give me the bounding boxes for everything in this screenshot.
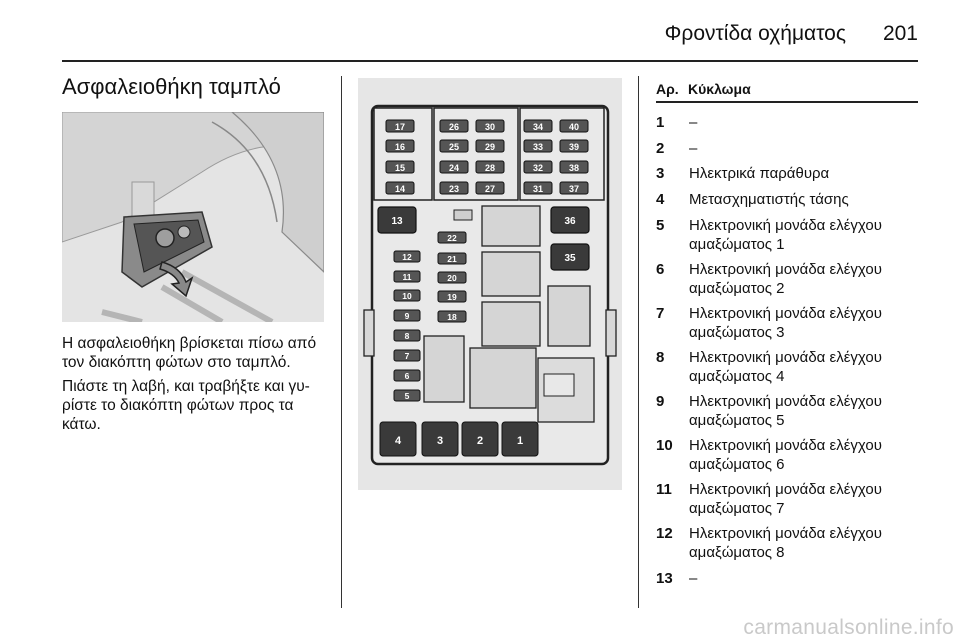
- watermark: carmanualsonline.info: [743, 616, 954, 639]
- row-circuit: Ηλεκτρικά παράθυρα: [689, 165, 830, 182]
- row-circuit: –: [689, 114, 698, 131]
- svg-text:7: 7: [404, 351, 410, 361]
- row-circuit: Ηλεκτρονική μονάδα ελέγχου αμαξώματος 5: [689, 393, 882, 429]
- dashboard-photo: [62, 112, 324, 322]
- row-number: 11: [656, 481, 672, 498]
- fuse-27: [476, 182, 504, 194]
- fuse-33: [524, 140, 552, 152]
- fuse-25: [440, 140, 468, 152]
- fuse-26: [440, 120, 468, 132]
- table-row: [656, 113, 918, 132]
- fuse-box-diagram: [358, 78, 622, 490]
- fuse-3: [422, 422, 458, 456]
- column-divider-left: [341, 76, 342, 608]
- row-number: 9: [656, 393, 665, 410]
- fuse-label-13: 13: [391, 216, 403, 227]
- svg-text:33: 33: [532, 142, 544, 152]
- fuse-5: [394, 390, 420, 401]
- fuse-15: [386, 161, 414, 173]
- row-circuit: Μετασχηματιστής τάσης: [689, 191, 849, 208]
- fuse-30: [476, 120, 504, 132]
- row-circuit: Ηλεκτρονική μονάδα ελέγχου αμαξώματος 7: [689, 481, 882, 517]
- fuse-28: [476, 161, 504, 173]
- svg-text:11: 11: [402, 272, 412, 282]
- row-number: 10: [656, 437, 673, 454]
- fuse-label-36: 36: [564, 216, 576, 227]
- fuse-37: [560, 182, 588, 194]
- svg-text:29: 29: [484, 142, 496, 152]
- row-circuit: –: [689, 570, 698, 587]
- paragraph-instructions: Πιάστε τη λαβή, και τραβήξτε και γυ-ρίστε το διακόπτη φώτων προς τα κάτω.: [62, 378, 310, 433]
- svg-text:16: 16: [394, 142, 406, 152]
- fuse-19: [438, 291, 466, 302]
- fuse-18: [438, 311, 466, 322]
- section-title: Ασφαλειοθήκη ταμπλό: [62, 74, 281, 99]
- row-number: 4: [656, 191, 665, 208]
- svg-text:24: 24: [448, 163, 460, 173]
- fuse-17: [386, 120, 414, 132]
- table-row: [656, 569, 918, 588]
- svg-text:12: 12: [402, 252, 412, 262]
- table-row: [656, 480, 918, 518]
- fuse-label-35: 35: [564, 253, 576, 264]
- svg-text:34: 34: [532, 122, 544, 132]
- svg-text:2: 2: [476, 435, 484, 447]
- dashboard-illustration: [62, 112, 324, 322]
- table-row: [656, 304, 918, 342]
- svg-text:6: 6: [404, 371, 410, 381]
- column-divider-right: [638, 76, 639, 608]
- fuse-box-svg: [358, 78, 622, 490]
- svg-text:28: 28: [484, 163, 496, 173]
- row-circuit: Ηλεκτρονική μονάδα ελέγχου αμαξώματος 3: [689, 305, 882, 341]
- svg-text:30: 30: [484, 122, 496, 132]
- table-row: [656, 524, 918, 562]
- svg-text:25: 25: [448, 142, 460, 152]
- fuse-8: [394, 330, 420, 341]
- row-circuit: Ηλεκτρονική μονάδα ελέγχου αμαξώματος 6: [689, 437, 882, 473]
- col-number-header: Αρ.: [656, 81, 679, 97]
- fuse-7: [394, 350, 420, 361]
- paragraph-location: Η ασφαλειοθήκη βρίσκεται πίσω από τον διακόπτη φώτων στο ταμπλό.: [62, 335, 317, 371]
- header-title: Φροντίδα οχήματος: [664, 22, 846, 45]
- row-number: 12: [656, 525, 673, 542]
- fuse-4: [380, 422, 416, 456]
- row-number: 5: [656, 217, 665, 234]
- fuse-10: [394, 290, 420, 301]
- table-row: [656, 190, 918, 209]
- svg-text:23: 23: [448, 184, 460, 194]
- svg-text:19: 19: [447, 292, 457, 302]
- fuse-38: [560, 161, 588, 173]
- table-row: [656, 216, 918, 254]
- fuse-34: [524, 120, 552, 132]
- fuse-16: [386, 140, 414, 152]
- row-circuit: Ηλεκτρονική μονάδα ελέγχου αμαξώματος 8: [689, 525, 882, 561]
- svg-text:3: 3: [436, 435, 444, 447]
- fuse-39: [560, 140, 588, 152]
- svg-text:5: 5: [404, 391, 410, 401]
- fuse-9: [394, 310, 420, 321]
- fuse-6: [394, 370, 420, 381]
- fuse-32: [524, 161, 552, 173]
- svg-text:32: 32: [532, 163, 544, 173]
- svg-text:39: 39: [568, 142, 580, 152]
- fuse-20: [438, 272, 466, 283]
- fuse-21: [438, 253, 466, 264]
- svg-text:8: 8: [404, 331, 410, 341]
- svg-text:17: 17: [394, 122, 406, 132]
- svg-text:22: 22: [447, 233, 457, 243]
- svg-text:15: 15: [394, 163, 406, 173]
- svg-text:21: 21: [447, 254, 457, 264]
- row-number: 3: [656, 165, 665, 182]
- page-header: [62, 10, 918, 62]
- svg-text:27: 27: [484, 184, 496, 194]
- table-row: [656, 392, 918, 430]
- svg-text:31: 31: [532, 184, 544, 194]
- svg-text:40: 40: [568, 122, 580, 132]
- col-circuit-header: Κύκλωμα: [688, 81, 751, 97]
- table-row: [656, 164, 918, 183]
- svg-text:4: 4: [394, 435, 402, 447]
- svg-text:26: 26: [448, 122, 460, 132]
- fuse-23: [440, 182, 468, 194]
- row-number: 7: [656, 305, 665, 322]
- svg-text:9: 9: [404, 311, 410, 321]
- table-header: [656, 78, 918, 103]
- table-row: [656, 139, 918, 158]
- table-row: [656, 260, 918, 298]
- fuse-14: [386, 182, 414, 194]
- table-row: [656, 348, 918, 386]
- fuse-40: [560, 120, 588, 132]
- fuse-22: [438, 232, 466, 243]
- fuse-31: [524, 182, 552, 194]
- fuse-2: [462, 422, 498, 456]
- svg-text:38: 38: [568, 163, 580, 173]
- fuse-table: [656, 78, 918, 588]
- svg-text:10: 10: [402, 291, 412, 301]
- svg-text:14: 14: [394, 184, 406, 194]
- svg-text:20: 20: [447, 273, 457, 283]
- row-circuit: Ηλεκτρονική μονάδα ελέγχου αμαξώματος 4: [689, 349, 882, 385]
- table-row: [656, 436, 918, 474]
- page-number: 201: [882, 22, 918, 45]
- row-number: 8: [656, 349, 665, 366]
- fuse-1: [502, 422, 538, 456]
- row-circuit: Ηλεκτρονική μονάδα ελέγχου αμαξώματος 1: [689, 217, 882, 253]
- fuse-29: [476, 140, 504, 152]
- row-circuit: Ηλεκτρονική μονάδα ελέγχου αμαξώματος 2: [689, 261, 882, 297]
- fuse-12: [394, 251, 420, 262]
- fuse-11: [394, 271, 420, 282]
- row-number: 1: [656, 114, 665, 131]
- fuse-24: [440, 161, 468, 173]
- row-circuit: –: [689, 140, 698, 157]
- left-column: [62, 74, 330, 100]
- svg-text:1: 1: [516, 435, 524, 447]
- row-number: 6: [656, 261, 665, 278]
- row-number: 2: [656, 140, 665, 157]
- svg-text:37: 37: [568, 184, 580, 194]
- svg-text:18: 18: [447, 312, 457, 322]
- row-number: 13: [656, 570, 673, 587]
